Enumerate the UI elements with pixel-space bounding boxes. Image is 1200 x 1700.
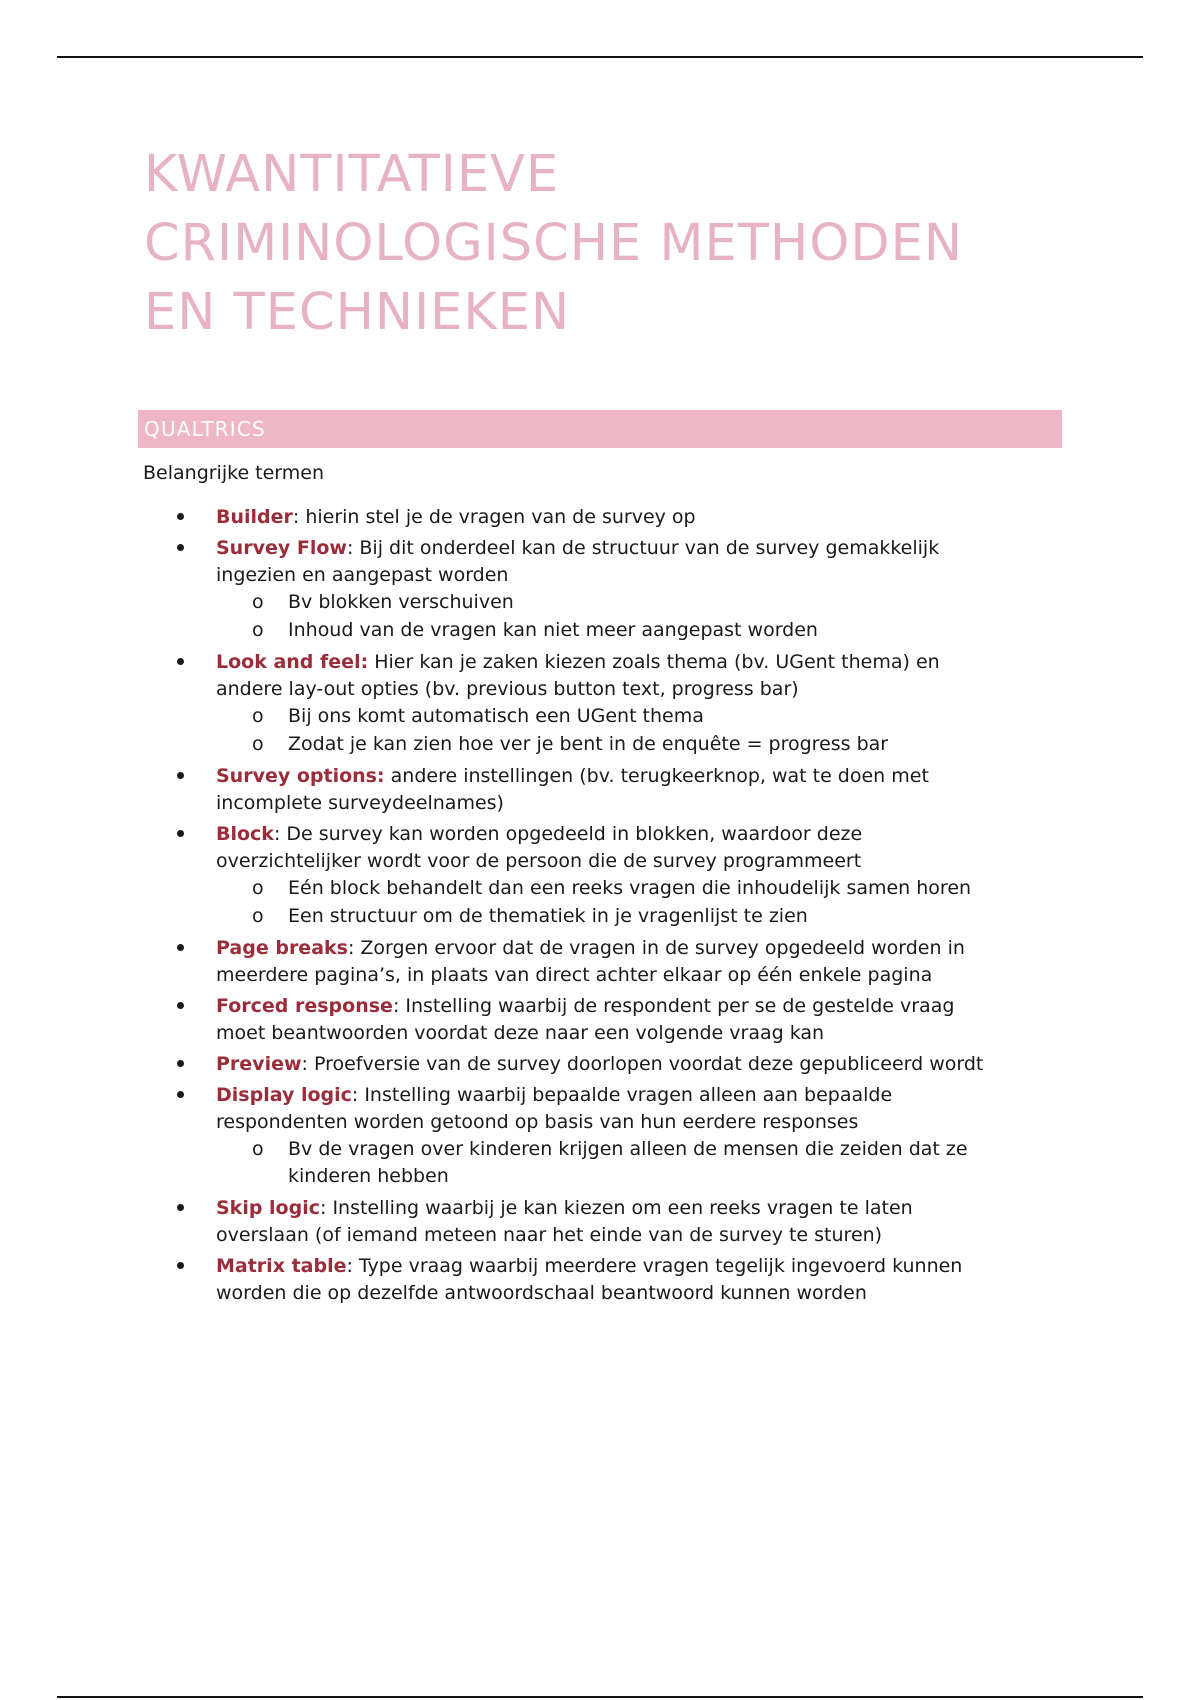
term-definition: overzichtelijker wordt voor de persoon die de survey programmeert: [216, 850, 862, 872]
term-line-continued: [216, 964, 932, 986]
term-label: Display logic: [216, 1084, 352, 1106]
term-definition: : Bij dit onderdeel kan de structuur van de survey gemakkelijk: [346, 537, 940, 559]
term-label: Forced response: [216, 995, 393, 1017]
term-line: [216, 1084, 892, 1106]
term-line: [216, 937, 965, 959]
title-line: CRIMINOLOGISCHE METHODEN: [144, 214, 964, 273]
sub-bullet-marker: o: [252, 905, 264, 927]
term-line: [216, 765, 929, 787]
sub-item-line: Eén block behandelt dan een reeks vragen die inhoudelijk samen horen: [288, 877, 972, 899]
sub-bullet-marker: o: [252, 733, 264, 755]
term-line-continued: [216, 1022, 824, 1044]
term-label: Block: [216, 823, 274, 845]
bullet-marker: [177, 937, 187, 947]
term-line-continued: [216, 1224, 882, 1246]
bullet-marker: [177, 537, 187, 547]
bullet-marker: [177, 506, 187, 516]
term-line: [216, 651, 940, 673]
sub-bullet-marker: o: [252, 591, 264, 613]
bullet-marker: [177, 1053, 187, 1063]
term-label: Survey Flow: [216, 537, 347, 559]
term-label: Builder: [216, 506, 293, 528]
term-definition: meerdere pagina’s, in plaats van direct achter elkaar op één enkele pagina: [216, 964, 933, 986]
term-label: Look and feel:: [216, 651, 369, 673]
term-definition: : Instelling waarbij je kan kiezen om een reeks vragen te laten: [320, 1197, 913, 1219]
term-line: [216, 537, 939, 559]
term-label: Matrix table: [216, 1255, 347, 1277]
term-definition: overslaan (of iemand meteen naar het einde van de survey te sturen): [216, 1224, 883, 1246]
sub-item-line: Een structuur om de thematiek in je vragenlijst te zien: [288, 905, 808, 927]
bullet-marker: [177, 1255, 187, 1265]
sub-bullet-marker: o: [252, 877, 264, 899]
sub-item-line: Bv de vragen over kinderen krijgen alleen de mensen die zeiden dat ze: [288, 1138, 968, 1160]
term-line-continued: [216, 792, 504, 814]
term-line: [216, 1255, 962, 1277]
term-line: [216, 1197, 913, 1219]
title-line: KWANTITATIEVE: [144, 145, 560, 204]
term-definition: : hierin stel je de vragen van de survey op: [292, 506, 696, 528]
sub-item-line: kinderen hebben: [288, 1165, 449, 1187]
term-line: [216, 1053, 983, 1075]
term-label: Skip logic: [216, 1197, 320, 1219]
sub-bullet-marker: o: [252, 619, 264, 641]
term-line-continued: [216, 850, 861, 872]
section-heading: QUALTRICS: [144, 417, 266, 441]
term-line-continued: [216, 678, 799, 700]
term-line: [216, 823, 862, 845]
term-definition: incomplete surveydeelnames): [216, 792, 504, 814]
sub-item-line: Inhoud van de vragen kan niet meer aangepast worden: [288, 619, 818, 641]
term-definition: : Type vraag waarbij meerdere vragen tegelijk ingevoerd kunnen: [346, 1255, 963, 1277]
term-definition: andere instellingen (bv. terugkeerknop, wat te doen met: [384, 765, 929, 787]
term-definition: : De survey kan worden opgedeeld in blokken, waardoor deze: [273, 823, 863, 845]
bullet-marker: [177, 765, 187, 775]
bullet-marker: [177, 1084, 187, 1094]
term-label: Page breaks: [216, 937, 348, 959]
bullet-marker: [177, 1197, 187, 1207]
bullet-marker: [177, 823, 187, 833]
term-line-continued: [216, 564, 508, 586]
term-line: [216, 506, 696, 528]
sub-item-line: Bv blokken verschuiven: [288, 591, 514, 613]
term-line-continued: [216, 1282, 867, 1304]
bullet-marker: [177, 995, 187, 1005]
term-definition: respondenten worden getoond op basis van hun eerdere responses: [216, 1111, 859, 1133]
term-label: Preview: [216, 1053, 302, 1075]
title-line: EN TECHNIEKEN: [144, 283, 571, 342]
term-definition: andere lay-out opties (bv. previous button text, progress bar): [216, 678, 799, 700]
term-definition: : Instelling waarbij bepaalde vragen alleen aan bepaalde: [351, 1084, 893, 1106]
sub-item-line: Bij ons komt automatisch een UGent thema: [288, 705, 704, 727]
bullet-marker: [177, 651, 187, 661]
term-definition: : Proefversie van de survey doorlopen voordat deze gepubliceerd wordt: [301, 1053, 984, 1075]
term-line-continued: [216, 1111, 858, 1133]
term-definition: Hier kan je zaken kiezen zoals thema (bv. UGent thema) en: [368, 651, 940, 673]
term-label: Survey options:: [216, 765, 385, 787]
sub-bullet-marker: o: [252, 705, 264, 727]
term-definition: ingezien en aangepast worden: [216, 564, 509, 586]
sub-item-line: Zodat je kan zien hoe ver je bent in de enquête = progress bar: [288, 733, 889, 755]
bottom-rule: [57, 1696, 1143, 1698]
term-definition: : Zorgen ervoor dat de vragen in de survey opgedeeld worden in: [347, 937, 965, 959]
intro-text: Belangrijke termen: [143, 462, 325, 484]
term-definition: worden die op dezelfde antwoordschaal beantwoord kunnen worden: [216, 1282, 867, 1304]
term-definition: : Instelling waarbij de respondent per se de gestelde vraag: [392, 995, 955, 1017]
sub-bullet-marker: o: [252, 1138, 264, 1160]
term-definition: moet beantwoorden voordat deze naar een volgende vraag kan: [216, 1022, 825, 1044]
term-line: [216, 995, 954, 1017]
